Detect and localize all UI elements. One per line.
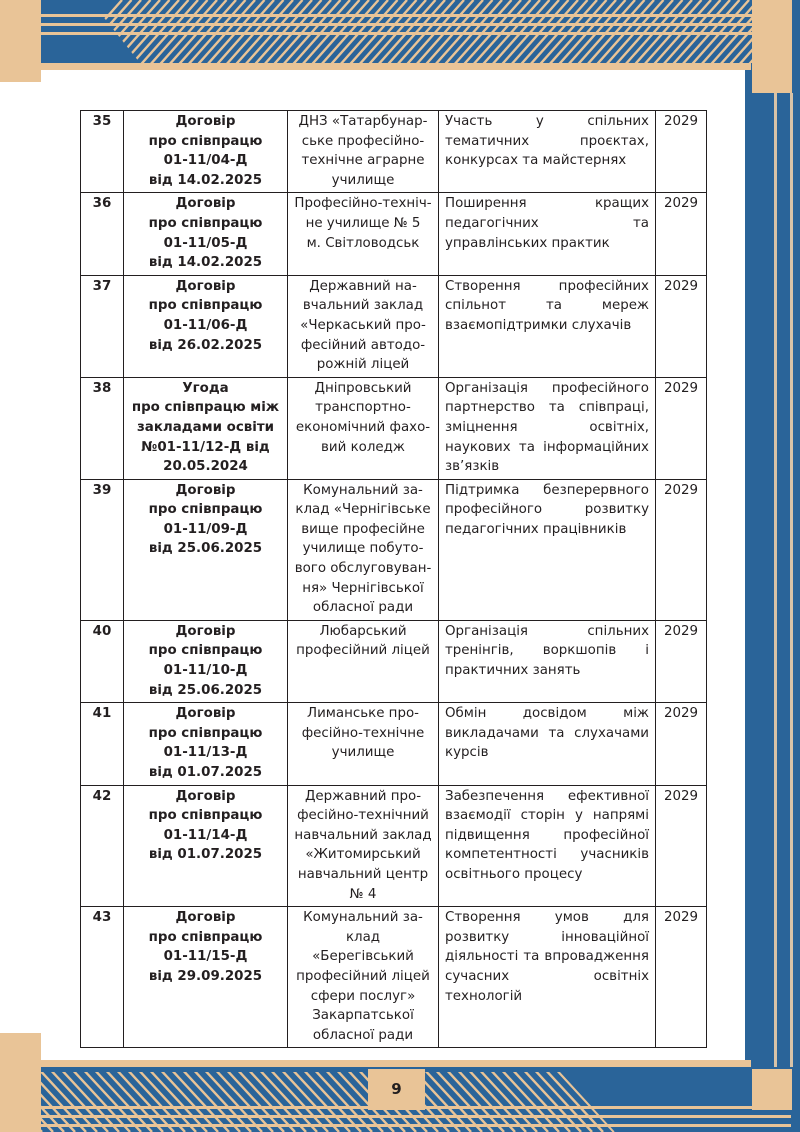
organization-line: Закарпатської xyxy=(312,1008,414,1024)
agreement-cell xyxy=(124,703,288,785)
goal-cell: Створення професійних спільнот та мереж взаємопідтримки слухачів xyxy=(439,275,656,377)
organization-line: професійний ліцей xyxy=(296,968,430,984)
organization-line: «Черкаський про- xyxy=(300,317,426,333)
agreement-line: про співпрацю xyxy=(148,929,263,945)
organization-line: м. Світловодськ xyxy=(306,235,420,251)
organization-line: училище xyxy=(331,172,395,188)
organization-line: навчальний центр xyxy=(297,866,429,882)
year-cell: 2029 xyxy=(656,275,707,377)
organization-cell xyxy=(288,785,439,907)
agreement-line: Договір xyxy=(175,706,236,722)
year-cell: 2029 xyxy=(656,377,707,479)
agreement-line: 01-11/13-Д xyxy=(163,745,248,761)
agreement-line: 01-11/05-Д xyxy=(163,235,248,251)
table-row xyxy=(81,620,707,702)
table-row xyxy=(81,907,707,1048)
organization-cell xyxy=(288,479,439,620)
year-cell: 2029 xyxy=(656,111,707,193)
decor-stripe xyxy=(792,0,800,70)
goal-cell: Створення умов для розвитку інноваційної діяльності та впровадження сучасних освітніх технологій xyxy=(439,907,656,1048)
organization-line: Державний про- xyxy=(304,788,422,804)
organization-line: училище побуто- xyxy=(302,541,424,557)
agreement-line: Договір xyxy=(175,278,236,294)
agreement-line: Договір xyxy=(175,114,236,129)
bottom-band-line xyxy=(41,1115,791,1118)
row-number: 36 xyxy=(81,193,124,275)
organization-line: фесійний автодо- xyxy=(300,337,426,353)
bottom-band-edge xyxy=(41,1060,751,1067)
organization-line: клад «Берегівський xyxy=(312,929,414,965)
table-row xyxy=(81,275,707,377)
organization-cell xyxy=(288,907,439,1048)
organization-line: фесійно-технічне xyxy=(301,725,425,741)
organization-line: № 4 xyxy=(349,886,377,902)
agreement-line: від 01.07.2025 xyxy=(148,847,263,863)
right-beige-box-top xyxy=(752,0,792,93)
table-row xyxy=(81,785,707,907)
agreement-line: від 14.02.2025 xyxy=(148,255,263,271)
agreement-line: Договір xyxy=(175,196,236,212)
agreement-line: №01-11/12-Д від xyxy=(141,439,270,455)
agreement-cell xyxy=(124,111,288,193)
organization-cell xyxy=(288,111,439,193)
organization-line: Любарський xyxy=(319,623,407,639)
organization-line: Комунальний за- xyxy=(303,482,423,498)
organization-line: вище професійне xyxy=(301,521,425,537)
right-beige-box-bottom xyxy=(752,1069,792,1110)
organization-line: сфери послуг» xyxy=(310,988,416,1004)
organization-line: економічний фахо- xyxy=(295,419,431,435)
agreement-line: Угода xyxy=(182,380,229,396)
agreement-line: про співпрацю xyxy=(148,215,263,231)
organization-line: транспортно- xyxy=(315,400,411,416)
goal-cell: Забезпечення ефективної взаємодії сторін у напрямі підвищення професійної компетентності учасників освітнього процесу xyxy=(439,785,656,907)
year-cell: 2029 xyxy=(656,193,707,275)
table-row xyxy=(81,377,707,479)
organization-cell xyxy=(288,703,439,785)
organization-line: ське професійно- xyxy=(301,133,425,149)
agreement-cell xyxy=(124,785,288,907)
agreement-cell xyxy=(124,275,288,377)
organization-line: навчальний заклад xyxy=(294,827,432,843)
agreement-line: 01-11/10-Д xyxy=(163,663,248,679)
organization-line: Дніпровський xyxy=(314,380,412,396)
organization-line: рожній ліцей xyxy=(316,357,410,373)
agreement-line: від 01.07.2025 xyxy=(148,765,263,780)
agreement-cell xyxy=(124,907,288,1048)
row-number: 39 xyxy=(81,479,124,620)
agreement-line: від 29.09.2025 xyxy=(148,968,263,984)
organization-line: клад «Чернігівське xyxy=(295,502,431,518)
organization-line: обласної ради xyxy=(312,600,414,616)
row-number: 43 xyxy=(81,907,124,1048)
table-row xyxy=(81,479,707,620)
agreement-cell xyxy=(124,479,288,620)
agreement-line: про співпрацю між xyxy=(131,400,280,416)
goal-cell: Поширення кращих педагогічних та управлінських практик xyxy=(439,193,656,275)
agreement-line: 01-11/04-Д xyxy=(163,153,248,169)
agreement-line: від 25.06.2025 xyxy=(148,541,263,557)
row-number: 37 xyxy=(81,275,124,377)
agreement-line: Договір xyxy=(175,910,236,926)
agreement-line: про співпрацю xyxy=(148,133,263,149)
goal-cell: Організація професійного партнерство та співпраці, зміцнення освітніх, наукових та інформаційних зв’язків xyxy=(439,377,656,479)
right-column-line xyxy=(790,93,793,1069)
agreement-line: від 14.02.2025 xyxy=(148,172,263,188)
agreement-cell xyxy=(124,377,288,479)
agreement-cell xyxy=(124,620,288,702)
table-body xyxy=(81,111,707,1048)
agreement-line: про співпрацю xyxy=(148,298,263,314)
organization-line: «Житомирський xyxy=(305,847,421,863)
table-row xyxy=(81,193,707,275)
organization-line: професійний ліцей xyxy=(296,643,430,659)
table-row xyxy=(81,111,707,193)
row-number: 40 xyxy=(81,620,124,702)
agreement-line: про співпрацю xyxy=(148,502,263,518)
agreement-line: 01-11/15-Д xyxy=(163,949,248,965)
year-cell: 2029 xyxy=(656,620,707,702)
agreement-line: Договір xyxy=(175,788,236,804)
organization-line: Лиманське про- xyxy=(307,706,419,722)
agreement-line: Договір xyxy=(175,623,236,639)
goal-cell: Організація спільних тренінгів, воркшопів і практичних занять xyxy=(439,620,656,702)
left-beige-strip-top xyxy=(0,0,41,82)
agreement-line: закладами освіти xyxy=(137,419,274,435)
organization-cell xyxy=(288,377,439,479)
agreement-line: від 26.02.2025 xyxy=(148,337,263,353)
agreement-line: 01-11/09-Д xyxy=(163,521,248,537)
goal-cell: Участь у спільних тематичних проєктах, конкурсах та майстернях xyxy=(439,111,656,193)
organization-line: вий коледж xyxy=(321,439,405,455)
agreement-line: Договір xyxy=(175,482,236,498)
agreement-line: про співпрацю xyxy=(148,643,263,659)
goal-cell: Обмін досвідом між викладачами та слухачами курсів xyxy=(439,703,656,785)
right-column-line xyxy=(774,93,777,1069)
organization-line: не училище № 5 xyxy=(305,215,421,231)
cooperation-agreements-table xyxy=(80,110,707,1048)
table-row xyxy=(81,703,707,785)
organization-line: училище xyxy=(331,745,395,761)
top-band-edge xyxy=(41,63,751,70)
organization-line: фесійно-технічний xyxy=(297,808,429,824)
year-cell: 2029 xyxy=(656,703,707,785)
organization-line: технічне аграрне xyxy=(301,153,425,169)
organization-line: Професійно-техніч- xyxy=(294,196,432,212)
row-number: 41 xyxy=(81,703,124,785)
bottom-band-line xyxy=(41,1124,791,1127)
organization-line: ня» Чернігівської xyxy=(302,580,424,596)
organization-cell xyxy=(288,620,439,702)
agreement-line: 01-11/14-Д xyxy=(163,827,248,843)
agreement-line: 01-11/06-Д xyxy=(163,317,248,333)
organization-line: ДНЗ «Татарбунар- xyxy=(298,114,428,129)
agreement-line: 20.05.2024 xyxy=(163,459,248,475)
row-number: 42 xyxy=(81,785,124,907)
organization-line: Комунальний за- xyxy=(303,910,423,926)
page-number: 9 xyxy=(368,1069,425,1110)
organization-line: Державний на- xyxy=(309,278,417,294)
year-cell: 2029 xyxy=(656,479,707,620)
organization-line: обласної ради xyxy=(312,1027,414,1043)
agreement-line: від 25.06.2025 xyxy=(148,682,263,698)
year-cell: 2029 xyxy=(656,907,707,1048)
row-number: 35 xyxy=(81,111,124,193)
organization-line: вого обслуговуван- xyxy=(294,561,432,577)
left-margin xyxy=(0,82,41,1033)
year-cell: 2029 xyxy=(656,785,707,907)
organization-line: вчальний заклад xyxy=(302,298,424,314)
left-beige-strip-bottom xyxy=(0,1033,41,1132)
organization-cell xyxy=(288,193,439,275)
agreement-line: про співпрацю xyxy=(148,808,263,824)
organization-cell xyxy=(288,275,439,377)
agreement-line: про співпрацю xyxy=(148,725,263,741)
row-number: 38 xyxy=(81,377,124,479)
agreement-cell xyxy=(124,193,288,275)
goal-cell: Підтримка безперервного професійного розвитку педагогічних працівників xyxy=(439,479,656,620)
